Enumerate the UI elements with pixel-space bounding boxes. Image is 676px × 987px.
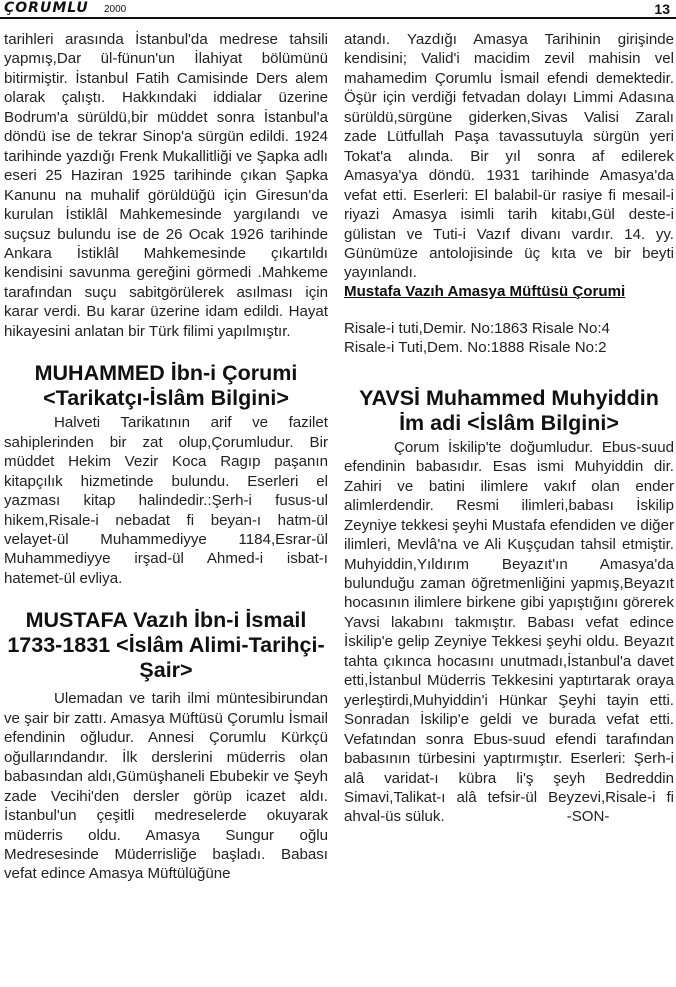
page-header bbox=[0, 0, 676, 20]
page-number: 13 bbox=[654, 1, 670, 17]
end-marker: -SON- bbox=[566, 808, 610, 826]
header-rule bbox=[0, 17, 676, 19]
yavsi-heading: YAVSİ Muhammed Muhyiddin İm adi <İslâm Bilgini> bbox=[359, 385, 659, 435]
reference-line: Risale-i Tuti,Dem. No:1888 Risale No:2 bbox=[344, 339, 607, 357]
yavsi-paragraph bbox=[344, 438, 674, 827]
muhammed-paragraph: Halveti Tarikatının arif ve fazilet sahiplerinden bir zat olup,Çorumludur. Bir müddet Hekim Vezir Koca Ragıp paşanın kitapçılık hizmetinde bulundu. Eserleri el yazması kitap halindedir.:Şerh-i fusus-ul hikem,Risale-i nebadat fi beyan-ı hatm-ül velayet-ül Muhammediyye 1184,Esrar-ül Muhammediyye irşad-ül Ahmed-i isbat-ı hatemet-ül evliya. bbox=[4, 414, 328, 587]
right-column bbox=[344, 30, 674, 827]
issue-year: 2000 bbox=[104, 4, 127, 15]
muhammed-heading: MUHAMMED İbn-i Çorumi <Tarikatçı-İslâm Bilgini> bbox=[34, 361, 298, 411]
mustafa-paragraph: Ulemadan ve tarih ilmi müntesibirundan ve şair bir zattı. Amasya Müftüsü Çorumlu İsmail efendinin oğludur. Annesi Çorumlu Kürkçü oğullarındandır. İlk derslerini müderris olan babasından aldı,Gümüşhaneli Ebubekir ve Şeyh zade Vecihi'den dersler görüp icazet aldı. İstanbul'un çeşitli medreselerde okuyarak müderris oldu. Amasya Sungur oğlu Medresesinde Müderrisliğe başladı. Babası vefat edince Amasya Müftülüğüne bbox=[4, 690, 328, 883]
yavsi-body: Çorum İskilip'te doğumludur. Ebus-suud efendinin babasıdır. Esas ismi Muhyiddin dir. Zahiri ve batini ilimlere vakıf olan ender alimlerdendir. Resmi ilimleri,babası İskilip Zeyniye tekkesi şeyhi Mustafa efendiden ve diğer ilimleri, Mevlâ'na ve Ali Kuşçudan tahsil etmiştir. Muhyiddin,Yıldırım Beyazıt'ın Amasya'da bulunduğu zaman öğretmenliğini yapmış,Beyazıt hocasının ilimlere birkene gibi yapıştığını görerek Yavsi lakabını takmıştır. Babası vefat edince İskilip'e gelip Zeyniye Tekkesi şeyhi oldu. Beyazıt tahta çıkınca hocasını unutmadı,İstanbul'a davet etti,İstanbul Müderris Tekkesini yaptırtarak oraya yerleştirdi,Muhyiddin'i Hünkar Şeyhi tayin etti. Sonradan İskilip'e geldi ve burada vefat etti. Vefatından sonra Ebus-suud efendi tarafından babasının türbesini yaptırmıştır. Eserleri: Şerh-i alâ varidat-ı kübra li'ş şeyh Bedreddin Simavi,Talikat-ı alâ tefsir-ül Beyzevi,Risale-i fi ahval-üs süluk. bbox=[344, 438, 674, 826]
magazine-logo: ÇORUMLU bbox=[4, 0, 89, 16]
author-signoff: Mustafa Vazıh Amasya Müftüsü Çorumi bbox=[344, 282, 626, 300]
mustafa-heading: MUSTAFA Vazıh İbn-i İsmail 1733-1831 <İslâm Alimi-Tarihçi-Şair> bbox=[7, 608, 325, 683]
reference-line: Risale-i tuti,Demir. No:1863 Risale No:4 bbox=[344, 319, 610, 337]
left-column bbox=[4, 30, 328, 884]
intro-paragraph: tarihleri arasında İstanbul'da medrese tahsili yapmış,Dar ül-fünun'un İlahiyat bölümünü bitirmiştir. İstanbul Fatih Camisinde Ders alem olarak çalıştı. Hakkındaki iddialar üzerine Bodrum'a sürüldü,bir müddet sonra İstanbul'a döndü ise de tekrar Sinop'a sürgün edildi. 1924 tarihinde yazdığı Frenk Mukallitliği ve Şapka adlı eseri 25 Haziran 1925 tarihinde çıkan Şapka Kanunu na muhalif görüldüğü için Giresun'da kurulan İstiklâl Mahkemesinde yargılandı ve suçsuz bulundu ise de 26 Ocak 1926 tarihinde Ankara İstiklâl Mahkemesinde çıkartıldı kendisini savunma gereğini görmedi .Mahkeme tarafından suçu sabitgörülerek asılması için karar verdi. Bu karar üzerine idam edildi. Hayat hikayesini anlatan bir Türk filimi yapılmıştır. bbox=[4, 31, 328, 340]
references bbox=[344, 319, 674, 358]
mustafa-continuation: atandı. Yazdığı Amasya Tarihinin girişinde kendisini; Valid'i macidim zevil mahisin vel mahamedim Çorumlu İsmail efendi demektedir. Öşür için verdiği fetvadan dolayı Limmi Adasına sürüldü,sürgüne giderken,Sivas Valisi Zaralı zade Lütfullah Paşa tavassutuyla sürgün yeri Tokat'a alında. Bir yıl sonra af edilerek Amasya'ya döndü. 1931 tarihinde Amasya'da vefat etti. Eserleri: El balabil-ür rasiye fi mesail-i riyazi Amasya isimli tarih kitabı,Gül deste-i gülistan ve Tuti-i Vazıf divanı vardır. 14. yy. Günümüze antolojisinde üç kıta ve bir beyti yayınlandı. bbox=[344, 31, 674, 282]
